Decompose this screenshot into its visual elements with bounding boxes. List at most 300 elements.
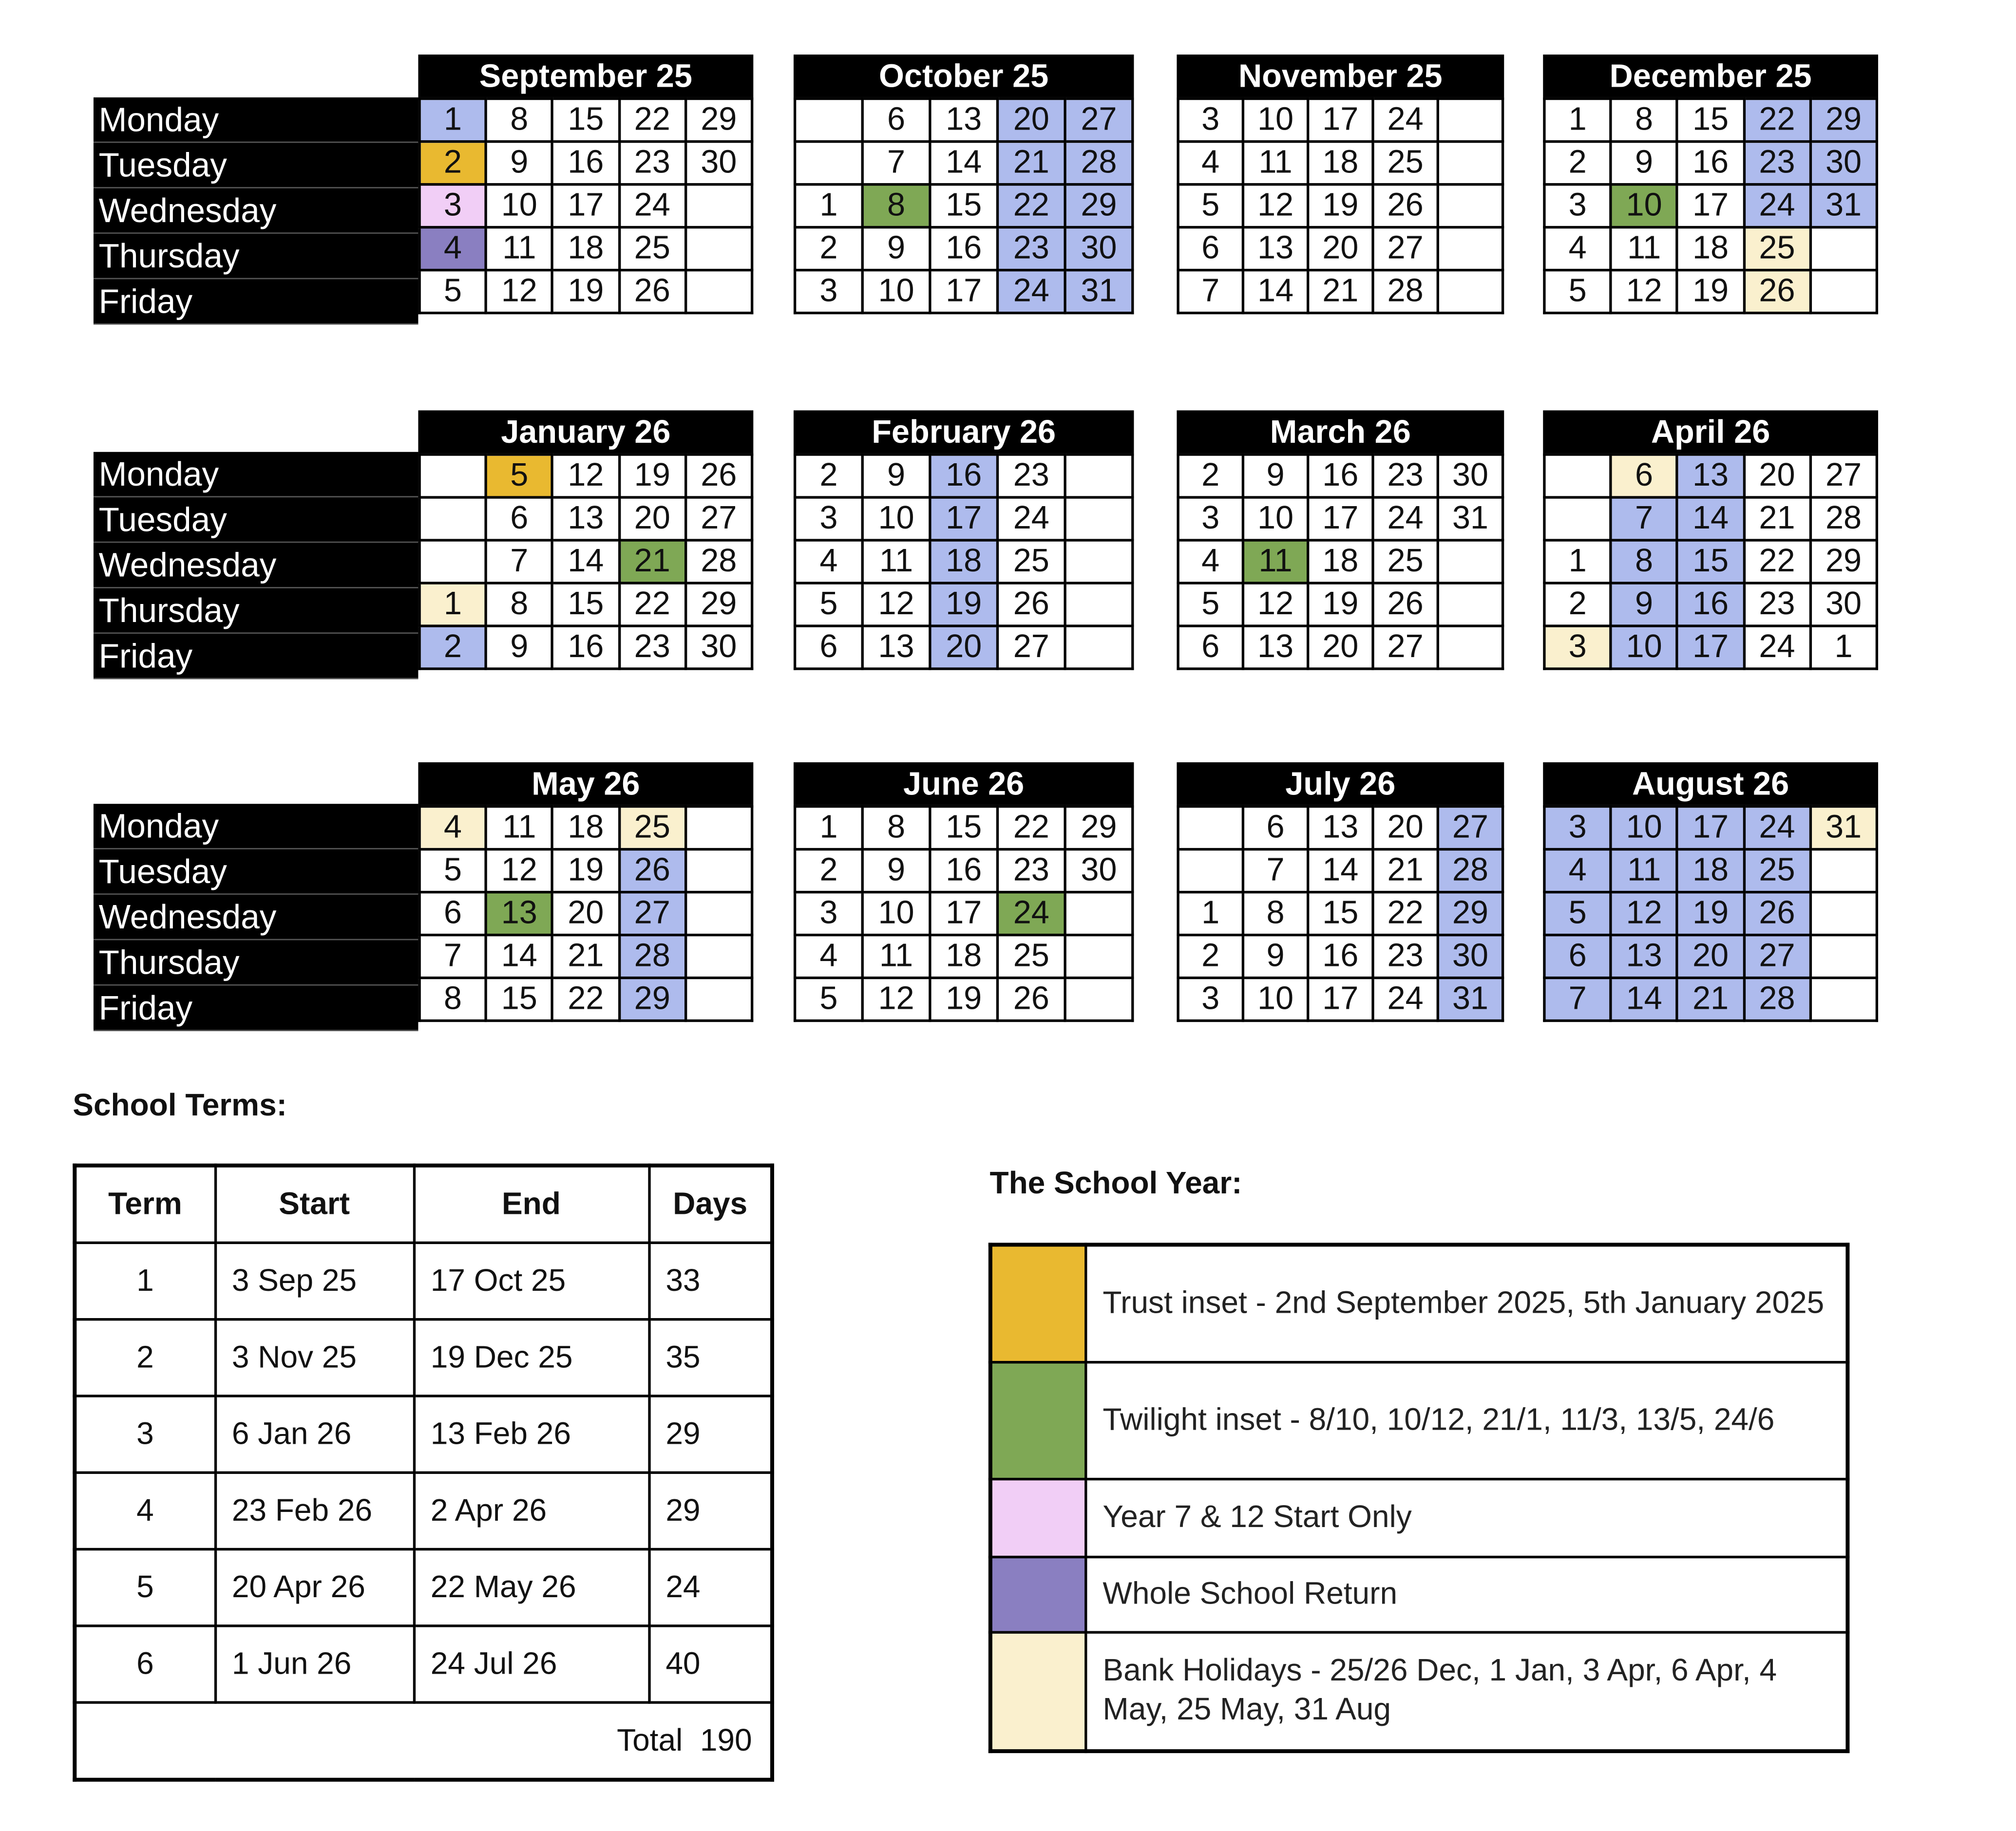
week-row <box>795 185 1133 227</box>
day-cell: 10 <box>862 497 930 540</box>
week-row <box>1178 99 1502 142</box>
week-row <box>1178 978 1502 1020</box>
day-cell: 5 <box>1178 583 1243 626</box>
legend-swatch <box>990 1478 1086 1556</box>
terms-total-value: 190 <box>700 1722 752 1758</box>
day-cell: 12 <box>486 270 552 313</box>
day-cell: 7 <box>1611 497 1677 540</box>
empty-day-cell <box>685 227 752 270</box>
day-cell: 5 <box>795 978 863 1020</box>
day-cell: 2 <box>419 626 486 669</box>
day-cell: 24 <box>1744 626 1810 669</box>
week-row <box>419 497 752 540</box>
day-cell: 17 <box>1677 185 1744 227</box>
day-cell: 6 <box>419 892 486 935</box>
day-cell: 22 <box>1744 540 1810 583</box>
empty-day-cell <box>1065 454 1133 497</box>
empty-day-cell <box>685 807 752 849</box>
week-row <box>1178 227 1502 270</box>
day-cell: 16 <box>930 849 998 892</box>
term-end: 22 May 26 <box>414 1549 649 1626</box>
day-cell: 1 <box>1810 626 1877 669</box>
day-cell: 9 <box>486 626 552 669</box>
empty-day-cell <box>1438 142 1502 185</box>
day-cell: 16 <box>930 454 998 497</box>
day-cell: 17 <box>1308 99 1373 142</box>
day-cell: 9 <box>862 454 930 497</box>
empty-day-cell <box>1438 626 1502 669</box>
day-cell: 4 <box>419 807 486 849</box>
day-cell: 20 <box>997 99 1065 142</box>
day-cell: 30 <box>1810 583 1877 626</box>
empty-day-cell <box>1810 935 1877 978</box>
week-row <box>1178 185 1502 227</box>
day-cell: 17 <box>930 497 998 540</box>
day-cell: 11 <box>862 540 930 583</box>
week-row <box>795 497 1133 540</box>
empty-day-cell <box>1438 99 1502 142</box>
legend-swatch <box>990 1556 1086 1632</box>
legend-row-year7-12 <box>990 1478 1848 1556</box>
day-cell: 12 <box>862 583 930 626</box>
legend-row-whole-school <box>990 1556 1848 1632</box>
week-row <box>1178 892 1502 935</box>
term-start: 23 Feb 26 <box>215 1472 414 1549</box>
day-cell: 16 <box>1677 142 1744 185</box>
week-row <box>1178 807 1502 849</box>
day-cell: 10 <box>1243 99 1308 142</box>
week-row <box>419 227 752 270</box>
terms-total-label: Total <box>617 1722 683 1758</box>
month-title: August 26 <box>1543 762 1878 805</box>
day-cell: 30 <box>1438 454 1502 497</box>
term-number: 5 <box>75 1549 215 1626</box>
day-cell: 8 <box>419 978 486 1020</box>
day-cell: 30 <box>685 626 752 669</box>
week-row <box>1544 626 1877 669</box>
week-row <box>419 935 752 978</box>
day-cell: 9 <box>1611 583 1677 626</box>
day-cell: 22 <box>1373 892 1438 935</box>
day-cell: 18 <box>1308 142 1373 185</box>
day-cell: 21 <box>997 142 1065 185</box>
day-cell: 2 <box>419 142 486 185</box>
term-number: 1 <box>75 1243 215 1319</box>
day-cell: 14 <box>486 935 552 978</box>
day-cell: 3 <box>795 892 863 935</box>
month-grid <box>418 453 753 670</box>
empty-day-cell <box>685 935 752 978</box>
week-row <box>419 892 752 935</box>
table-row <box>75 1396 772 1472</box>
empty-day-cell <box>1065 935 1133 978</box>
day-cell: 24 <box>1373 99 1438 142</box>
day-cell: 8 <box>1611 540 1677 583</box>
week-row <box>419 583 752 626</box>
week-row <box>795 849 1133 892</box>
day-cell: 27 <box>685 497 752 540</box>
weekday-wednesday: Wednesday <box>94 895 418 940</box>
empty-day-cell <box>1810 849 1877 892</box>
day-cell: 31 <box>1810 807 1877 849</box>
empty-day-cell <box>1810 270 1877 313</box>
term-days: 24 <box>649 1549 772 1626</box>
empty-day-cell <box>1178 849 1243 892</box>
month-title: October 25 <box>794 55 1134 97</box>
day-cell: 22 <box>619 583 685 626</box>
legend-swatch <box>990 1245 1086 1361</box>
week-row <box>1178 540 1502 583</box>
empty-day-cell <box>1065 583 1133 626</box>
term-start: 20 Apr 26 <box>215 1549 414 1626</box>
day-cell: 8 <box>862 185 930 227</box>
terms-header-end: End <box>414 1166 649 1243</box>
day-cell: 30 <box>1065 227 1133 270</box>
terms-header-days: Days <box>649 1166 772 1243</box>
day-cell: 29 <box>1065 807 1133 849</box>
weekday-friday: Friday <box>94 279 418 324</box>
day-cell: 11 <box>1243 142 1308 185</box>
day-cell: 12 <box>1611 270 1677 313</box>
week-row <box>419 978 752 1020</box>
month-april-26 <box>1543 410 1878 670</box>
month-september-25 <box>418 55 753 314</box>
day-cell: 29 <box>1065 185 1133 227</box>
day-cell: 23 <box>997 227 1065 270</box>
week-row <box>1544 99 1877 142</box>
day-cell: 13 <box>1677 454 1744 497</box>
week-row <box>795 807 1133 849</box>
week-row <box>1178 497 1502 540</box>
day-cell: 10 <box>862 270 930 313</box>
day-cell: 27 <box>1373 227 1438 270</box>
day-cell: 10 <box>1243 497 1308 540</box>
term-end: 24 Jul 26 <box>414 1626 649 1702</box>
weekday-thursday: Thursday <box>94 234 418 279</box>
day-cell: 13 <box>930 99 998 142</box>
day-cell: 23 <box>997 454 1065 497</box>
day-cell: 30 <box>1810 142 1877 185</box>
table-row <box>75 1320 772 1396</box>
day-cell: 20 <box>1744 454 1810 497</box>
month-grid <box>1177 805 1504 1022</box>
legend-row-trust <box>990 1245 1848 1361</box>
day-cell: 10 <box>1243 978 1308 1020</box>
empty-day-cell <box>1810 978 1877 1020</box>
day-cell: 3 <box>1178 497 1243 540</box>
term-days: 35 <box>649 1320 772 1396</box>
week-row <box>1178 142 1502 185</box>
term-start: 3 Sep 25 <box>215 1243 414 1319</box>
term-days: 29 <box>649 1396 772 1472</box>
empty-day-cell <box>685 892 752 935</box>
day-cell: 10 <box>1611 626 1677 669</box>
day-cell: 14 <box>1308 849 1373 892</box>
day-cell: 4 <box>1544 849 1611 892</box>
day-cell: 20 <box>619 497 685 540</box>
week-row <box>1544 892 1877 935</box>
empty-day-cell <box>1065 978 1133 1020</box>
day-cell: 22 <box>552 978 619 1020</box>
day-cell: 2 <box>1544 142 1611 185</box>
day-cell: 12 <box>552 454 619 497</box>
week-row <box>795 935 1133 978</box>
day-cell: 19 <box>1308 583 1373 626</box>
day-cell: 24 <box>997 270 1065 313</box>
week-row <box>795 892 1133 935</box>
day-cell: 17 <box>1677 626 1744 669</box>
day-cell: 13 <box>1611 935 1677 978</box>
day-cell: 25 <box>1744 849 1810 892</box>
day-cell: 17 <box>1308 497 1373 540</box>
day-cell: 7 <box>1178 270 1243 313</box>
day-cell: 24 <box>997 497 1065 540</box>
empty-day-cell <box>685 849 752 892</box>
day-cell: 27 <box>1373 626 1438 669</box>
table-row <box>75 1549 772 1626</box>
week-row <box>1544 807 1877 849</box>
day-cell: 15 <box>1677 540 1744 583</box>
day-cell: 26 <box>997 583 1065 626</box>
week-row <box>1544 227 1877 270</box>
day-cell: 4 <box>1178 540 1243 583</box>
day-cell: 16 <box>1308 454 1373 497</box>
day-cell: 24 <box>1744 185 1810 227</box>
day-cell: 17 <box>552 185 619 227</box>
month-grid <box>1177 453 1504 670</box>
month-title: April 26 <box>1543 410 1878 453</box>
day-cell: 13 <box>1243 626 1308 669</box>
day-cell: 6 <box>862 99 930 142</box>
day-cell: 28 <box>1373 270 1438 313</box>
empty-day-cell <box>685 185 752 227</box>
day-cell: 17 <box>1308 978 1373 1020</box>
day-cell: 9 <box>1243 935 1308 978</box>
day-cell: 23 <box>997 849 1065 892</box>
day-cell: 29 <box>619 978 685 1020</box>
day-cell: 21 <box>1308 270 1373 313</box>
day-cell: 9 <box>862 849 930 892</box>
day-cell: 13 <box>552 497 619 540</box>
weekday-monday: Monday <box>94 97 418 143</box>
day-cell: 23 <box>1373 454 1438 497</box>
day-cell: 14 <box>1677 497 1744 540</box>
day-cell: 20 <box>552 892 619 935</box>
week-row <box>419 849 752 892</box>
day-cell: 11 <box>1611 227 1677 270</box>
day-cell: 6 <box>1178 227 1243 270</box>
day-cell: 27 <box>997 626 1065 669</box>
day-cell: 2 <box>795 227 863 270</box>
day-cell: 18 <box>1677 849 1744 892</box>
day-cell: 14 <box>930 142 998 185</box>
day-cell: 29 <box>1438 892 1502 935</box>
day-cell: 9 <box>862 227 930 270</box>
day-cell: 22 <box>1744 99 1810 142</box>
empty-day-cell <box>685 978 752 1020</box>
day-cell: 26 <box>1373 185 1438 227</box>
month-title: May 26 <box>418 762 753 805</box>
week-row <box>1178 270 1502 313</box>
month-title: March 26 <box>1177 410 1504 453</box>
table-row <box>75 1626 772 1702</box>
day-cell: 27 <box>1744 935 1810 978</box>
empty-day-cell <box>1065 497 1133 540</box>
month-title: December 25 <box>1543 55 1878 97</box>
week-row <box>795 270 1133 313</box>
day-cell: 25 <box>1373 142 1438 185</box>
week-row <box>419 454 752 497</box>
legend-swatch <box>990 1632 1086 1751</box>
day-cell: 5 <box>419 270 486 313</box>
day-cell: 13 <box>1308 807 1373 849</box>
day-cell: 10 <box>1611 185 1677 227</box>
week-row <box>1178 454 1502 497</box>
week-row <box>1544 142 1877 185</box>
day-cell: 30 <box>1438 935 1502 978</box>
day-cell: 28 <box>1065 142 1133 185</box>
week-row <box>1544 540 1877 583</box>
day-cell: 6 <box>1243 807 1308 849</box>
day-cell: 2 <box>1178 935 1243 978</box>
empty-day-cell <box>1810 892 1877 935</box>
day-cell: 30 <box>685 142 752 185</box>
month-grid <box>418 97 753 314</box>
day-cell: 20 <box>930 626 998 669</box>
day-cell: 18 <box>1308 540 1373 583</box>
month-title: July 26 <box>1177 762 1504 805</box>
month-grid <box>1543 97 1878 314</box>
day-cell: 2 <box>795 454 863 497</box>
week-row <box>419 807 752 849</box>
day-cell: 15 <box>552 99 619 142</box>
day-cell: 23 <box>619 626 685 669</box>
month-title: June 26 <box>794 762 1134 805</box>
day-cell: 17 <box>930 892 998 935</box>
empty-day-cell <box>1544 497 1611 540</box>
week-row <box>419 540 752 583</box>
school-year-legend <box>989 1243 1850 1753</box>
month-grid <box>794 805 1134 1022</box>
day-cell: 17 <box>1677 807 1744 849</box>
day-cell: 20 <box>1308 227 1373 270</box>
day-cell: 29 <box>685 99 752 142</box>
day-cell: 20 <box>1308 626 1373 669</box>
legend-text: Twilight inset - 8/10, 10/12, 21/1, 11/3, 13/5, 24/6 <box>1086 1361 1848 1478</box>
day-cell: 20 <box>1373 807 1438 849</box>
day-cell: 24 <box>1373 978 1438 1020</box>
day-cell: 26 <box>1373 583 1438 626</box>
day-cell: 1 <box>795 807 863 849</box>
week-row <box>419 99 752 142</box>
day-cell: 6 <box>1611 454 1677 497</box>
day-cell: 6 <box>486 497 552 540</box>
day-cell: 24 <box>1373 497 1438 540</box>
day-cell: 8 <box>486 99 552 142</box>
day-cell: 14 <box>1611 978 1677 1020</box>
day-cell: 11 <box>1611 849 1677 892</box>
terms-header-term: Term <box>75 1166 215 1243</box>
term-days: 33 <box>649 1243 772 1319</box>
week-row <box>419 185 752 227</box>
day-cell: 12 <box>862 978 930 1020</box>
empty-day-cell <box>1178 807 1243 849</box>
day-cell: 1 <box>1544 99 1611 142</box>
day-cell: 11 <box>486 807 552 849</box>
terms-total-row <box>75 1702 772 1780</box>
legend-text: Trust inset - 2nd September 2025, 5th January 2025 <box>1086 1245 1848 1361</box>
month-grid <box>418 805 753 1022</box>
day-cell: 11 <box>486 227 552 270</box>
day-cell: 23 <box>619 142 685 185</box>
day-cell: 14 <box>1243 270 1308 313</box>
weekday-friday: Friday <box>94 985 418 1031</box>
day-cell: 21 <box>1677 978 1744 1020</box>
empty-day-cell <box>419 454 486 497</box>
day-cell: 28 <box>1744 978 1810 1020</box>
weekday-tuesday: Tuesday <box>94 497 418 543</box>
month-august-26 <box>1543 762 1878 1022</box>
day-cell: 11 <box>1243 540 1308 583</box>
day-cell: 22 <box>997 807 1065 849</box>
term-days: 29 <box>649 1472 772 1549</box>
day-cell: 1 <box>795 185 863 227</box>
month-july-26 <box>1177 762 1504 1022</box>
week-row <box>1544 185 1877 227</box>
week-row <box>795 99 1133 142</box>
term-start: 1 Jun 26 <box>215 1626 414 1702</box>
day-cell: 23 <box>1744 142 1810 185</box>
empty-day-cell <box>1810 227 1877 270</box>
day-cell: 19 <box>552 849 619 892</box>
weekday-wednesday: Wednesday <box>94 189 418 234</box>
day-cell: 8 <box>862 807 930 849</box>
month-december-25 <box>1543 55 1878 314</box>
month-title: November 25 <box>1177 55 1504 97</box>
empty-day-cell <box>419 540 486 583</box>
month-january-26 <box>418 410 753 670</box>
day-cell: 15 <box>1677 99 1744 142</box>
month-grid <box>1543 805 1878 1022</box>
day-cell: 7 <box>1544 978 1611 1020</box>
weekday-monday: Monday <box>94 804 418 849</box>
legend-text: Year 7 & 12 Start Only <box>1086 1478 1848 1556</box>
legend-swatch <box>990 1361 1086 1478</box>
day-cell: 28 <box>1810 497 1877 540</box>
table-row <box>75 1472 772 1549</box>
day-cell: 25 <box>1373 540 1438 583</box>
day-cell: 5 <box>1544 892 1611 935</box>
weekday-thursday: Thursday <box>94 940 418 985</box>
week-row <box>1178 935 1502 978</box>
day-cell: 26 <box>619 270 685 313</box>
day-cell: 18 <box>1677 227 1744 270</box>
day-cell: 27 <box>1810 454 1877 497</box>
day-cell: 26 <box>685 454 752 497</box>
week-row <box>1544 935 1877 978</box>
day-cell: 6 <box>1178 626 1243 669</box>
terms-header-start: Start <box>215 1166 414 1243</box>
day-cell: 4 <box>795 935 863 978</box>
day-cell: 10 <box>486 185 552 227</box>
week-row <box>795 540 1133 583</box>
day-cell: 28 <box>685 540 752 583</box>
day-cell: 20 <box>1677 935 1744 978</box>
day-cell: 3 <box>419 185 486 227</box>
empty-day-cell <box>1438 185 1502 227</box>
day-cell: 16 <box>1677 583 1744 626</box>
weekday-labels-row2 <box>94 452 418 680</box>
